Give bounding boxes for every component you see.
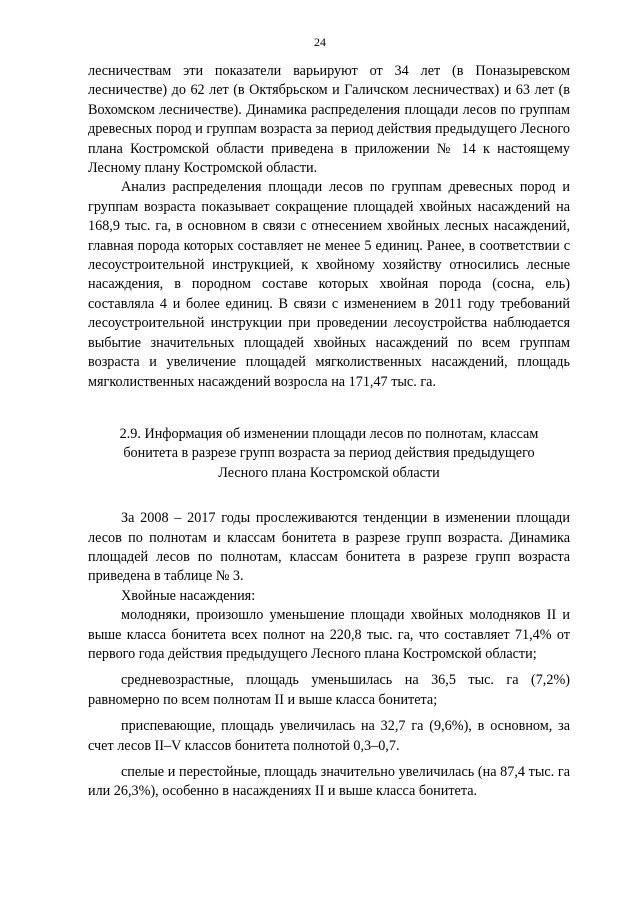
paragraph-trends: За 2008 – 2017 годы прослеживаются тенденции в изменении площади лесов по полнотам и классам бонитета в разрезе групп возраста. Динамика площадей лесов по полнотам, классам бонитета в разрезе групп возраста приведена в таблице № 3. <box>88 510 570 585</box>
paragraph-analysis: Анализ распределения площади лесов по группам древесных пород и группам возраста показывает сокращение площадей хвойных насаждений на 168,9 тыс. га, в основном в связи с отнесением хвойных лесных насаждений, главная порода которых составляет не менее 5 единиц. Ранее, в соответствии с лесоустроительной инструкцией, к хвойному хозяйству относились лесные насаждения, в породном составе которых хвойная порода (сосна, ель) составляла 4 и более единиц. В связи с изменением в 2011 году требований лесоустроительной инструкции при проведении лесоустройства наблюдается выбытие значительных площадей хвойных насаждений по всем группам возраста и увеличение площадей мягколиственных насаждений, площадь мягколиственных насаждений возросла на 171,47 тыс. га. <box>88 179 570 390</box>
section-heading-line-2: бонитета в разрезе групп возраста за период действия предыдущего <box>123 445 535 462</box>
paragraph-maturing: приспевающие, площадь увеличилась на 32,7 га (9,6%), в основном, за счет лесов II–V классов бонитета полнотой 0,3–0,7. <box>88 718 570 754</box>
paragraph-middle-aged: средневозрастные, площадь уменьшилась на 36,5 тыс. га (7,2%) равномерно по всем полнотам II и выше класса бонитета; <box>88 672 570 708</box>
paragraph-conifer-heading: Хвойные насаждения: <box>121 587 256 604</box>
paragraph-young-stands: молодняки, произошло уменьшение площади хвойных молодняков II и выше класса бонитета всех полнот на 220,8 тыс. га, что составляет 71,4% от первого года действия предыдущего Лесного плана Костромской области; <box>88 607 570 662</box>
paragraph-mature-overmature: спелые и перестойные, площадь значительно увеличилась (на 87,4 тыс. га или 26,3%), особенно в насаждениях II и выше класса бонитета. <box>88 764 570 800</box>
section-heading <box>88 425 570 483</box>
section-heading-line-3: Лесного плана Костромской области <box>218 464 440 481</box>
section-heading-line-1: 2.9. Информация об изменении площади лесов по полнотам, классам <box>119 425 539 442</box>
page-content <box>88 62 570 802</box>
paragraph-continuation: лесничествам эти показатели варьируют от 34 лет (в Поназыревском лесничестве) до 62 лет (в Октябрьском и Галичском лесничествах) и 63 лет (в Вохомском лесничестве). Динамика распределения площади лесов по группам древесных пород и группам возраста за период действия предыдущего Лесного плана Костромской области приведена в приложении № 14 к настоящему Лесному плану Костромской области. <box>88 63 570 177</box>
page-number: 24 <box>314 35 326 49</box>
